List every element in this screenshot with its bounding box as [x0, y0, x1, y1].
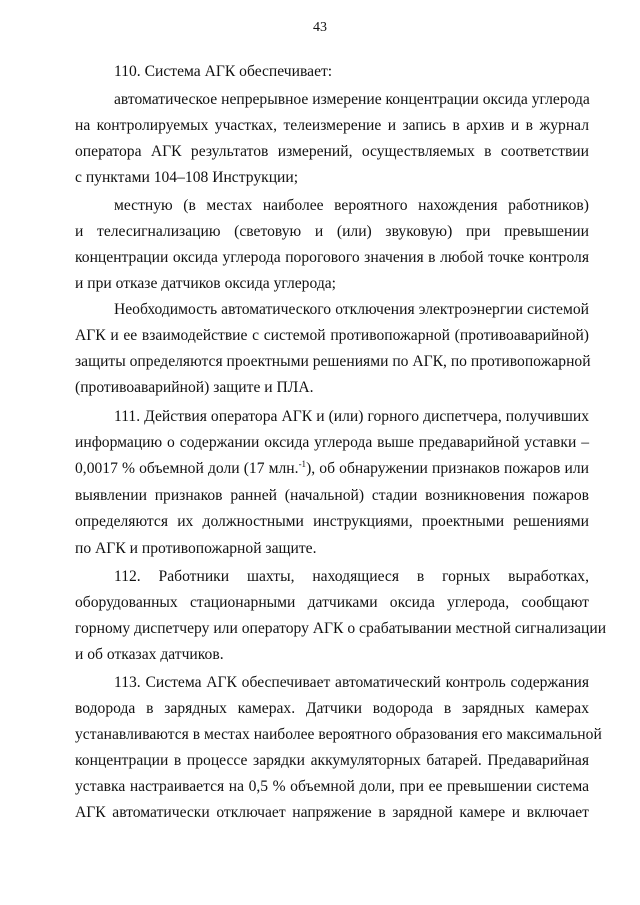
- paragraph-line: и об отказах датчиков.: [75, 646, 224, 663]
- paragraph-line: информацию о содержании оксида углерода выше предаварийной уставки –: [75, 434, 589, 451]
- paragraph-line: горному диспетчеру или оператору АГК о срабатывании местной сигнализации: [75, 620, 607, 637]
- paragraph-line: (противоаварийной) защите и ПЛА.: [75, 379, 314, 396]
- paragraph-line: АГК автоматически отключает напряжение в зарядной камере и включает: [75, 804, 589, 821]
- paragraph-line: на контролируемых участках, телеизмерение и запись в архив и в журнал: [75, 117, 589, 134]
- paragraph-110-intro: 110. Система АГК обеспечивает:: [114, 63, 333, 80]
- paragraph-line: уставка настраивается на 0,5 % объемной доли, при ее превышении система: [75, 778, 589, 795]
- paragraph-line: Необходимость автоматического отключения электроэнергии системой: [114, 301, 589, 318]
- text-fragment: 0,0017 % объемной доли (17 млн.: [75, 460, 299, 477]
- paragraph-line: АГК и ее взаимодействие с системой противопожарной (противоаварийной): [75, 327, 589, 344]
- paragraph-line: оборудованных стационарными датчиками оксида углерода, сообщают: [75, 594, 589, 611]
- page-number: 43: [313, 20, 327, 35]
- paragraph-line: водорода в зарядных камерах. Датчики водорода в зарядных камерах: [75, 700, 589, 717]
- paragraph-line: выявлении признаков ранней (начальной) стадии возникновения пожаров: [75, 487, 589, 504]
- paragraph-line: и при отказе датчиков оксида углерода;: [75, 275, 337, 292]
- paragraph-line: оператора АГК результатов измерений, осуществляемых в соответствии: [75, 143, 589, 160]
- paragraph-line: автоматическое непрерывное измерение концентрации оксида углерода: [114, 91, 590, 108]
- paragraph-line: и телесигнализацию (световую и (или) звуковую) при превышении: [75, 223, 589, 240]
- paragraph-line: с пунктами 104–108 Инструкции;: [75, 169, 299, 186]
- text-fragment: ), об обнаружении признаков пожаров или: [306, 460, 589, 477]
- superscript: -1: [298, 458, 307, 469]
- paragraph-112-start: 112. Работники шахты, находящиеся в горных выработках,: [114, 568, 589, 585]
- paragraph-line: по АГК и противопожарной защите.: [75, 540, 317, 557]
- paragraph-line-with-superscript: [75, 460, 589, 478]
- paragraph-111-start: 111. Действия оператора АГК и (или) горного диспетчера, получивших: [114, 408, 589, 425]
- paragraph-line: концентрации оксида углерода порогового значения в любой точке контроля: [75, 249, 589, 266]
- paragraph-line: концентрации в процессе зарядки аккумуляторных батарей. Предаварийная: [75, 752, 589, 769]
- paragraph-113-start: 113. Система АГК обеспечивает автоматический контроль содержания: [114, 674, 589, 691]
- paragraph-line: защиты определяются проектными решениями по АГК, по противопожарной: [75, 353, 591, 370]
- paragraph-line: определяются их должностными инструкциями, проектными решениями: [75, 513, 589, 530]
- paragraph-line: местную (в местах наиболее вероятного нахождения работников): [114, 197, 589, 214]
- paragraph-line: устанавливаются в местах наиболее вероятного образования его максимальной: [75, 726, 602, 743]
